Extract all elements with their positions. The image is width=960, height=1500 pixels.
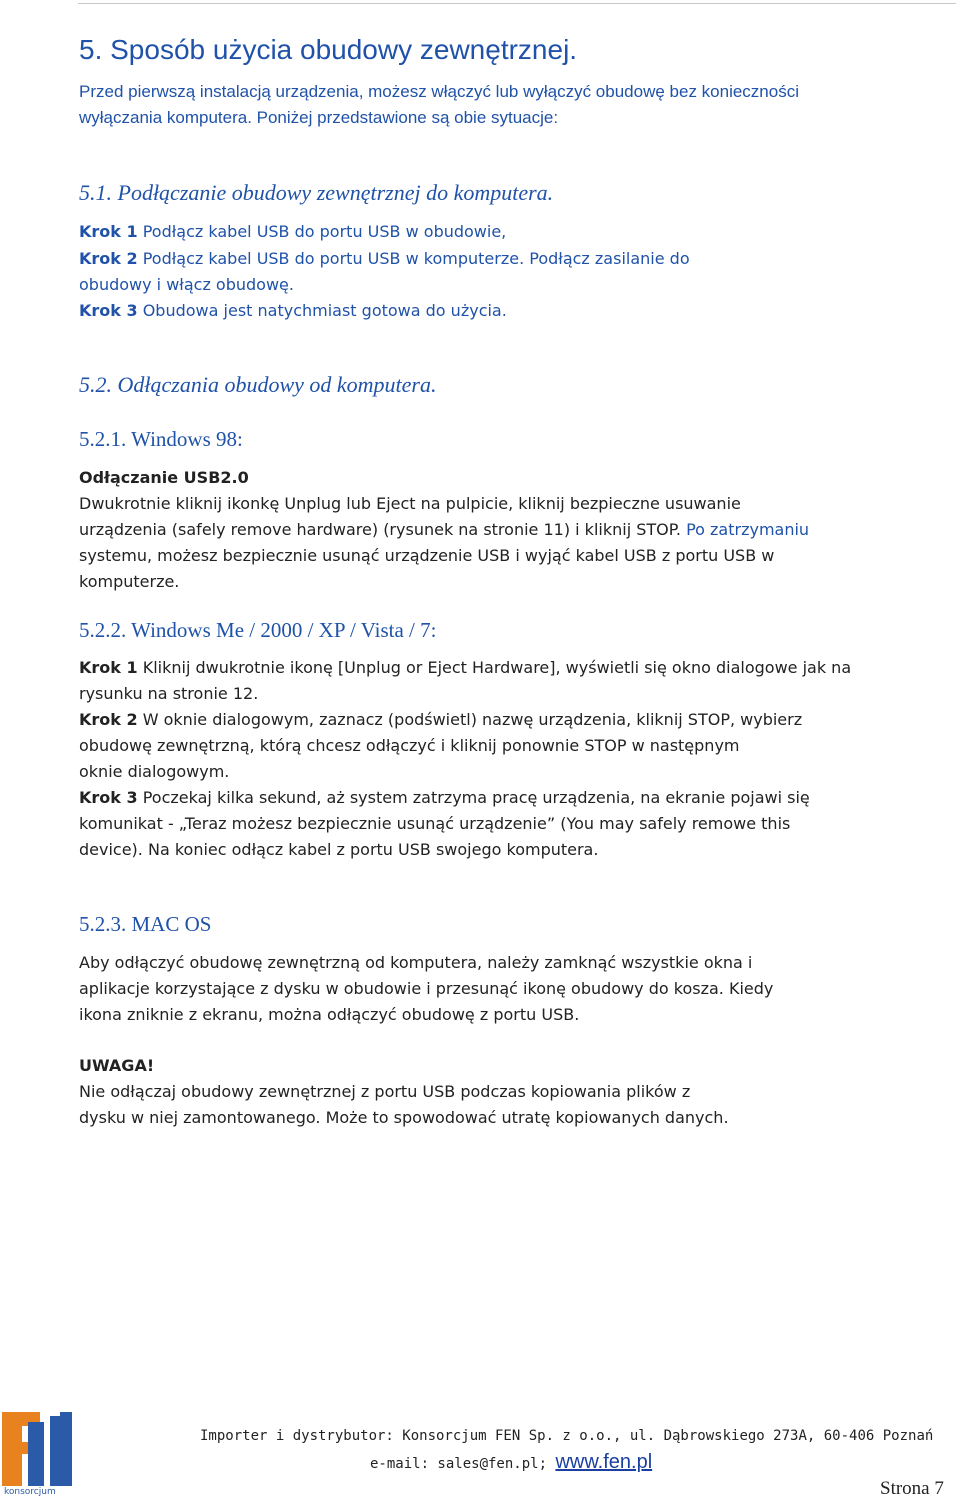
section-5-2-3-title: 5.2.3. MAC OS <box>79 912 212 936</box>
fen-logo-sub: konsorcjum <box>4 1487 56 1496</box>
s51-krok-2-label: Krok 2 <box>79 249 138 268</box>
s522-krok-2-cont-1: obudowę zewnętrzną, którą chcesz odłączyć i kliknij ponownie STOP w następnym <box>79 736 740 755</box>
s523-line-2: aplikacje korzystające z dysku w obudowie i przesunąć ikonę obudowy do kosza. Kiedy <box>79 979 774 998</box>
s521-line-3: systemu, możesz bezpiecznie usunąć urządzenie USB i wyjąć kabel USB z portu USB w <box>79 546 775 565</box>
intro-line-1: Przed pierwszą instalacją urządzenia, możesz włączyć lub wyłączyć obudowę bez konieczności <box>79 82 799 101</box>
s522-krok-2-cont-2: oknie dialogowym. <box>79 762 230 781</box>
s51-krok-2-cont: obudowy i włącz obudowę. <box>79 275 294 294</box>
warning-line-2: dysku w niej zamontowanego. Może to spowodować utratę kopiowanych danych. <box>79 1108 729 1127</box>
s523-line-1: Aby odłączyć obudowę zewnętrzną od komputera, należy zamknąć wszystkie okna i <box>79 953 753 972</box>
s521-line-2-tail: Po zatrzymaniu <box>680 520 810 539</box>
s521-line-2-text: urządzenia (safely remove hardware) (rysunek na stronie 11) i kliknij STOP. <box>79 520 681 539</box>
s51-krok-3-label: Krok 3 <box>79 301 138 320</box>
section-5-2-2-title: 5.2.2. Windows Me / 2000 / XP / Vista / 7: <box>79 618 437 642</box>
footer-email: e-mail: sales@fen.pl; <box>370 1456 556 1472</box>
s522-krok-1-label: Krok 1 <box>79 658 138 677</box>
s522-krok-3 <box>79 788 810 807</box>
s51-krok-2 <box>79 249 690 268</box>
page-heading: 5. Sposób użycia obudowy zewnętrznej. <box>79 34 578 65</box>
s522-krok-2-text: W oknie dialogowym, zaznacz (podświetl) nazwę urządzenia, kliknij STOP, wybierz <box>137 710 803 729</box>
fen-logo-n-right <box>60 1412 72 1486</box>
footer-contact <box>370 1451 652 1474</box>
s521-subtitle: Odłączanie USB2.0 <box>79 468 249 487</box>
s51-krok-2-text: Podłącz kabel USB do portu USB w komputerze. Podłącz zasilanie do <box>137 249 690 268</box>
top-rule <box>78 3 956 4</box>
s521-line-2 <box>79 520 809 539</box>
section-5-1-title: 5.1. Podłączanie obudowy zewnętrznej do komputera. <box>79 180 554 205</box>
s522-krok-3-cont-1: komunikat - „Teraz możesz bezpiecznie usunąć urządzenie” (You may safely remowe this <box>79 814 791 833</box>
s521-line-4: komputerze. <box>79 572 180 591</box>
s522-krok-1-text: Kliknij dwukrotnie ikonę [Unplug or Eject Hardware], wyświetli się okno dialogowe jak na <box>137 658 852 677</box>
s522-krok-3-cont-2: device). Na koniec odłącz kabel z portu USB swojego komputera. <box>79 840 599 859</box>
fen-logo-e-bar <box>28 1422 44 1486</box>
fen-logo <box>0 1408 74 1496</box>
page-number: Strona 7 <box>880 1478 944 1499</box>
s51-krok-3 <box>79 301 507 320</box>
s522-krok-3-text: Poczekaj kilka sekund, aż system zatrzyma pracę urządzenia, na ekranie pojawi się <box>137 788 810 807</box>
footer-importer: Importer i dystrybutor: Konsorcjum FEN Sp. z o.o., ul. Dąbrowskiego 273A, 60-406 Poznań <box>200 1428 934 1444</box>
warning-line-1: Nie odłączaj obudowy zewnętrznej z portu USB podczas kopiowania plików z <box>79 1082 691 1101</box>
section-5-2-1-title: 5.2.1. Windows 98: <box>79 427 243 451</box>
s51-krok-1 <box>79 222 506 241</box>
s51-krok-1-text: Podłącz kabel USB do portu USB w obudowie, <box>137 222 507 241</box>
s523-line-3: ikona zniknie z ekranu, można odłączyć obudowę z portu USB. <box>79 1005 580 1024</box>
warning-label: UWAGA! <box>79 1056 155 1075</box>
s522-krok-2-label: Krok 2 <box>79 710 138 729</box>
s522-krok-1 <box>79 658 851 677</box>
s51-krok-3-text: Obudowa jest natychmiast gotowa do użycia. <box>137 301 507 320</box>
s51-krok-1-label: Krok 1 <box>79 222 138 241</box>
section-5-2-title: 5.2. Odłączania obudowy od komputera. <box>79 372 437 397</box>
s522-krok-1-cont: rysunku na stronie 12. <box>79 684 259 703</box>
s522-krok-2 <box>79 710 802 729</box>
s522-krok-3-label: Krok 3 <box>79 788 138 807</box>
intro-line-2: wyłączania komputera. Poniżej przedstawione są obie sytuacje: <box>79 108 559 127</box>
footer-website-link[interactable]: www.fen.pl <box>555 1451 653 1473</box>
s521-line-1: Dwukrotnie kliknij ikonkę Unplug lub Eject na pulpicie, kliknij bezpieczne usuwanie <box>79 494 741 513</box>
